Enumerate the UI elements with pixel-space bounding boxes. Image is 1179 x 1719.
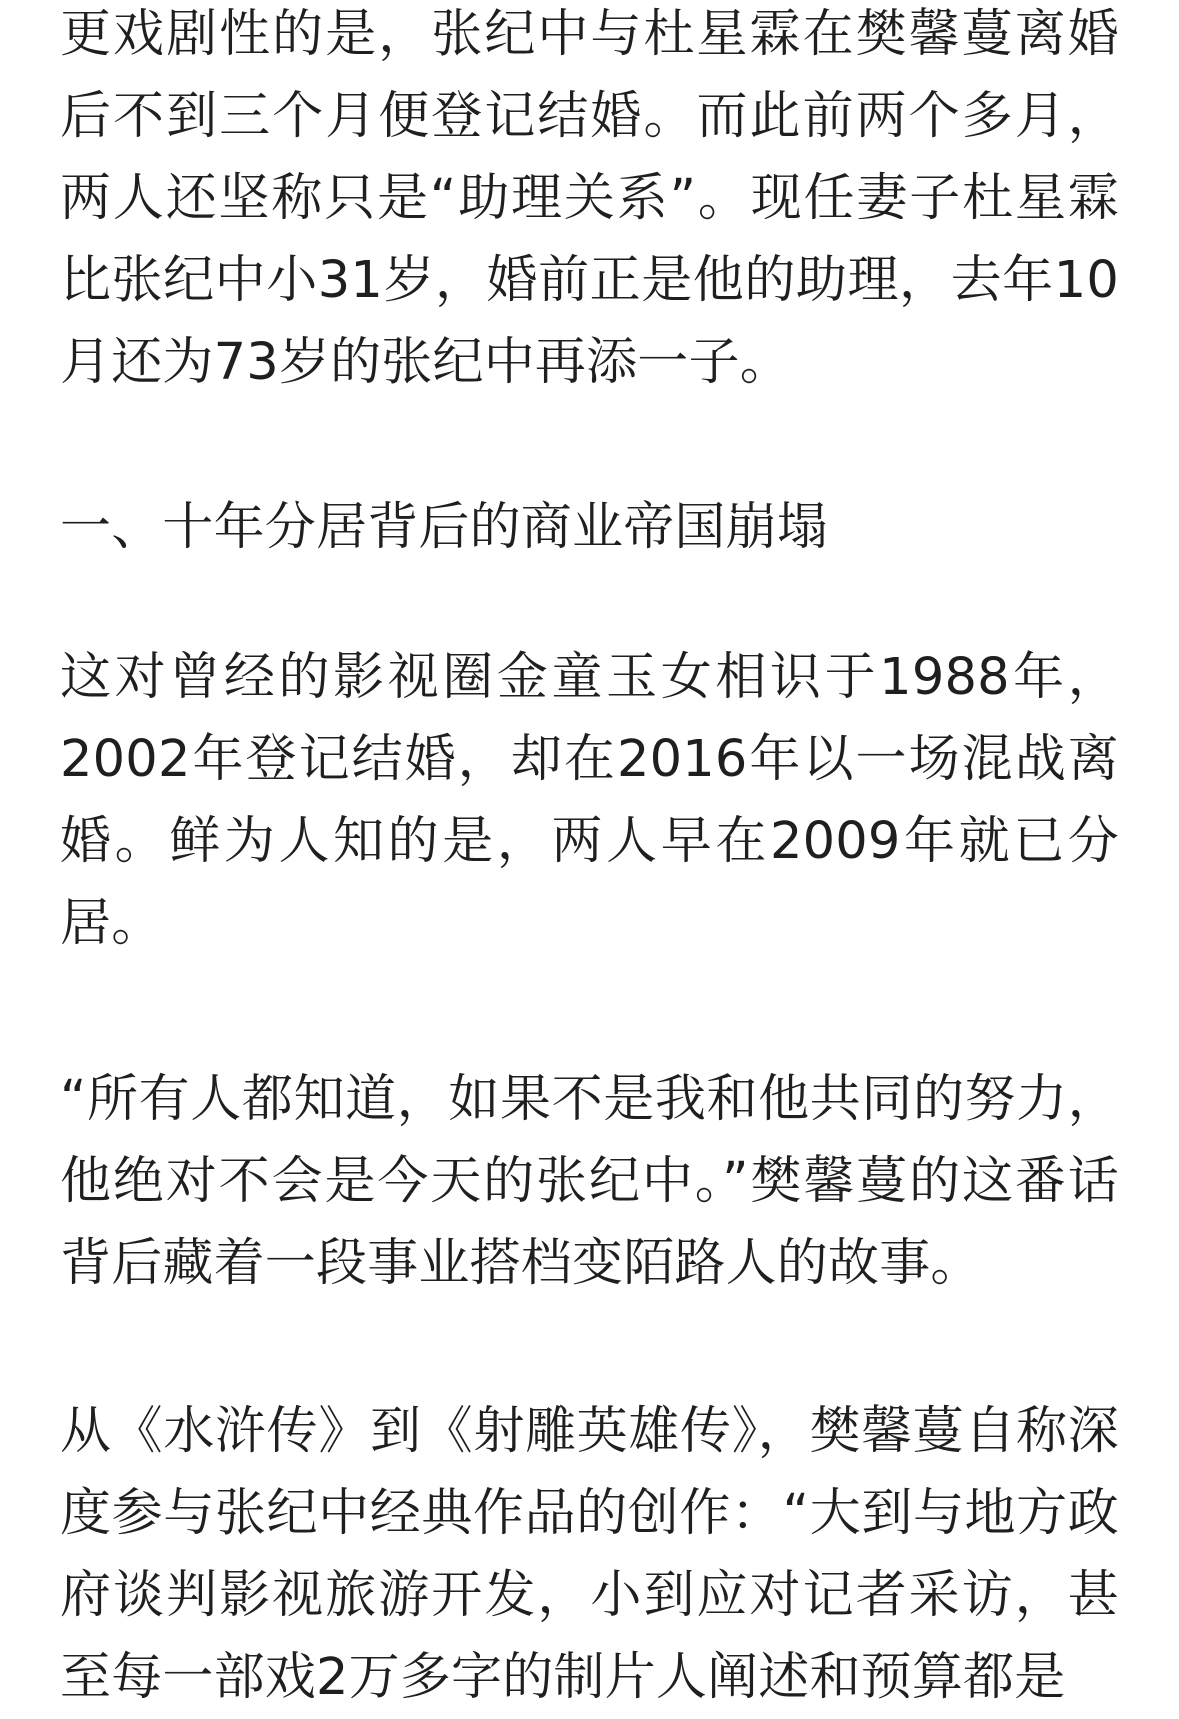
article-paragraph: 这对曾经的影视圈金童玉女相识于1988年，2002年登记结婚，却在2016年以一场混战离婚。鲜为人知的是，两人早在2009年就已分居。	[60, 648, 1119, 953]
article-paragraph: 从《水浒传》到《射雕英雄传》，樊馨蔓自称深度参与张纪中经典作品的创作：“大到与地方政府谈判影视旅游开发，小到应对记者采访，甚至每一部戏2万多字的制片人阐述和预算都是	[60, 1402, 1119, 1707]
article-paragraph: 更戏剧性的是，张纪中与杜星霖在樊馨蔓离婚后不到三个月便登记结婚。而此前两个多月，两人还坚称只是“助理关系”。现任妻子杜星霖比张纪中小31岁，婚前正是他的助理，去年10月还为73岁的张纪中再添一子。	[60, 5, 1119, 392]
article-paragraph: “所有人都知道，如果不是我和他共同的努力，他绝对不会是今天的张纪中。”樊馨蔓的这番话背后藏着一段事业搭档变陌路人的故事。	[60, 1070, 1119, 1293]
section-heading: 一、十年分居背后的商业帝国崩塌	[60, 498, 829, 557]
